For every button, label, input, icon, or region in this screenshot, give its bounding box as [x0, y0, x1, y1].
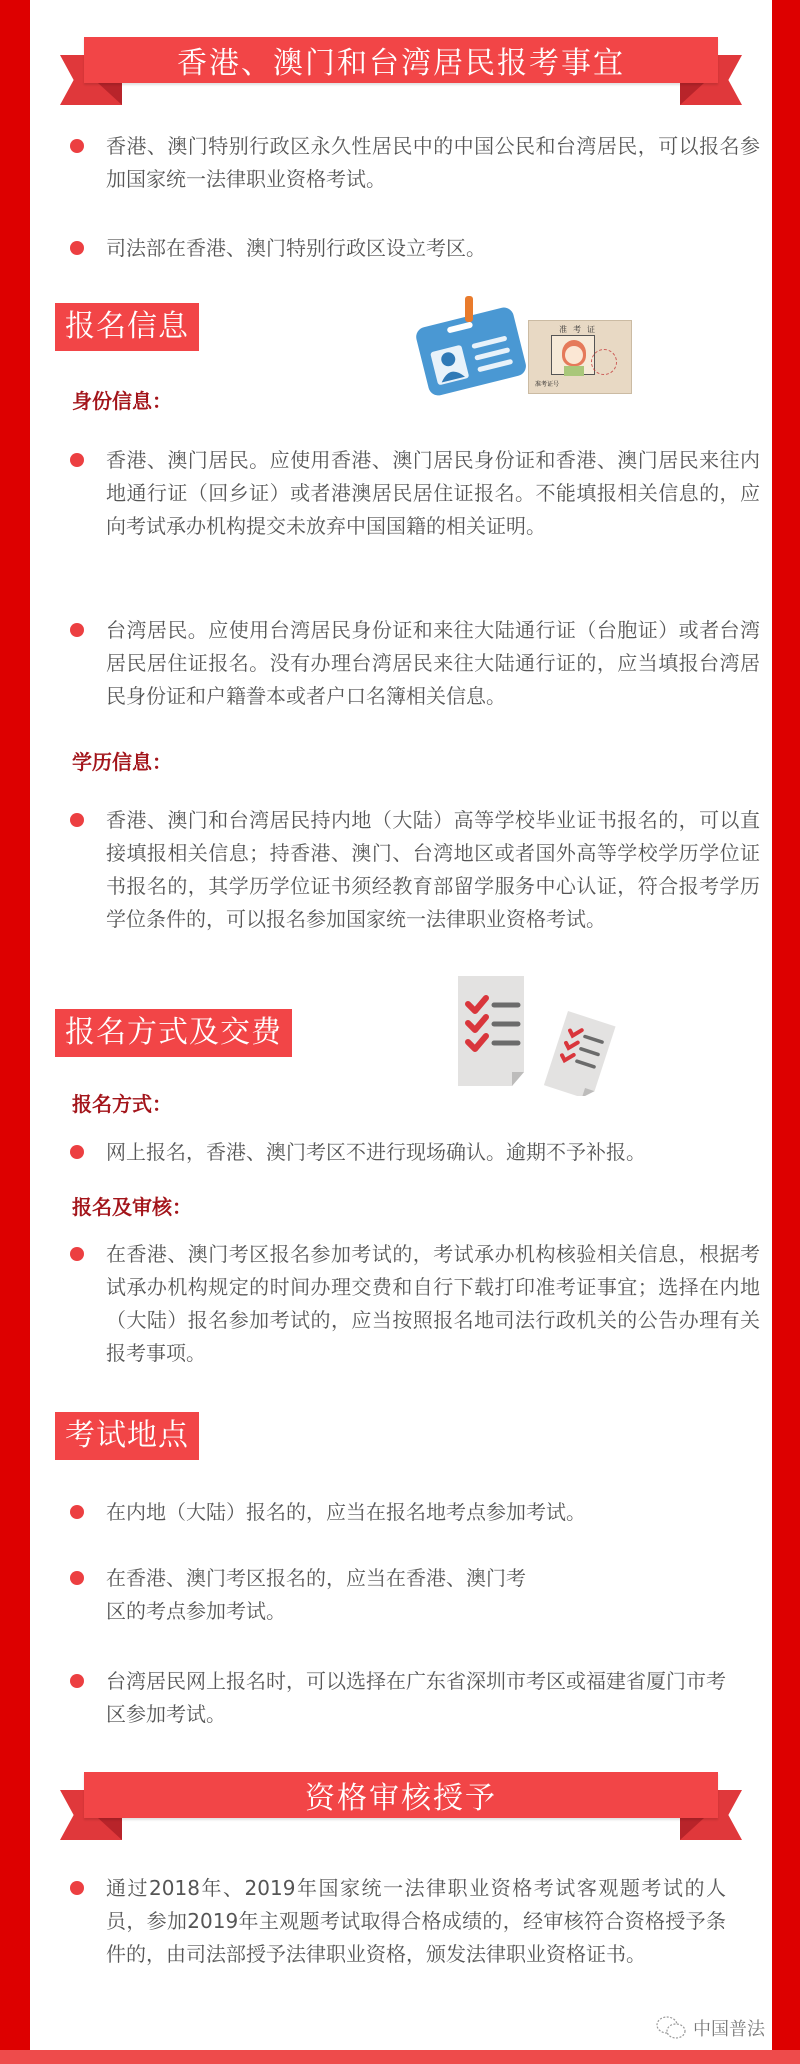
bullet-dot-icon: [70, 1247, 84, 1261]
subhead-education: 学历信息：: [72, 750, 172, 774]
list-item: [70, 1562, 760, 1628]
checklist-icon: [458, 976, 638, 1096]
list-item: [70, 1136, 760, 1169]
list-item: [70, 1872, 760, 1971]
bullet-text: 香港、澳门和台湾居民持内地（大陆）高等学校毕业证书报名的，可以直接填报相关信息；持香港、澳门、台湾地区或者国外高等学校学历学位证书报名的，其学历学位证书须经教育部留学服务中心认证，符合报考学历学位条件的，可以报名参加国家统一法律职业资格考试。: [106, 808, 760, 931]
watermark: [655, 2015, 765, 2041]
bullet-text: 台湾居民网上报名时，可以选择在广东省深圳市考区或福建省厦门市考区参加考试。: [106, 1669, 726, 1726]
bullet-text: 通过2018年、2019年国家统一法律职业资格考试客观题考试的人员，参加2019年主观题考试取得合格成绩的，经审核符合资格授予条件的，由司法部授予法律职业资格，颁发法律职业资格证书。: [106, 1876, 726, 1966]
bullet-dot-icon: [70, 1881, 84, 1895]
bullet-text: 司法部在香港、澳门特别行政区设立考区。: [106, 236, 486, 260]
bullet-text: 台湾居民。应使用台湾居民身份证和来往大陆通行证（台胞证）或者台湾居民居住证报名。没有办理台湾居民来往大陆通行证的，应当填报台湾居民身份证和户籍誊本或者户口名簿相关信息。: [106, 618, 760, 708]
ticket-photo: [551, 335, 595, 375]
admission-ticket-image: [528, 320, 632, 394]
frame-left-border: [0, 0, 30, 2064]
frame-bottom-border: [0, 2050, 800, 2064]
list-item: [70, 1665, 760, 1731]
wechat-icon: [655, 2015, 687, 2041]
list-item: [70, 1238, 760, 1370]
bullet-text: 网上报名，香港、澳门考区不进行现场确认。逾期不予补报。: [106, 1140, 646, 1164]
id-badge-icon: [413, 296, 533, 396]
watermark-text: 中国普法: [693, 2019, 765, 2040]
subhead-method: 报名方式：: [72, 1092, 172, 1116]
section-header-registration-info: 报名信息: [55, 303, 199, 351]
bullet-text: 在香港、澳门考区报名参加考试的，考试承办机构核验相关信息，根据考试承办机构规定的时间办理交费和自行下载打印准考证事宜；选择在内地（大陆）报名参加考试的，应当按照报名地司法行政机关的公告办理有关报考事项。: [106, 1242, 760, 1365]
bullet-text: 在香港、澳门考区报名的，应当在香港、澳门考区的考点参加考试。: [106, 1566, 526, 1623]
bullet-text: 香港、澳门居民。应使用香港、澳门居民身份证和香港、澳门居民来往内地通行证（回乡证）或者港澳居民居住证报名。不能填报相关信息的，应向考试承办机构提交未放弃中国国籍的相关证明。: [106, 448, 760, 538]
bullet-text: 香港、澳门特别行政区永久性居民中的中国公民和台湾居民，可以报名参加国家统一法律职业资格考试。: [106, 134, 760, 191]
bullet-text: 在内地（大陆）报名的，应当在报名地考点参加考试。: [106, 1500, 586, 1524]
bullet-dot-icon: [70, 139, 84, 153]
list-item: [70, 130, 760, 196]
list-item: [70, 804, 760, 936]
ribbon-banner-bottom: [56, 1772, 746, 1846]
ticket-title: 准考证: [559, 325, 601, 334]
subhead-review: 报名及审核：: [72, 1195, 192, 1219]
bullet-dot-icon: [70, 1674, 84, 1688]
bullet-dot-icon: [70, 623, 84, 637]
ribbon-band: [84, 1772, 718, 1818]
subhead-identity: 身份信息：: [72, 389, 172, 413]
bullet-dot-icon: [70, 1145, 84, 1159]
banner-title: 香港、澳门和台湾居民报考事宜: [177, 46, 625, 81]
frame-right-border: [772, 0, 800, 2064]
list-item: [70, 614, 760, 713]
section-header-registration-method: 报名方式及交费: [55, 1009, 292, 1057]
banner-title: 资格审核授予: [305, 1781, 497, 1816]
ticket-number-label: 准考证号: [535, 381, 560, 388]
ribbon-banner-top: [56, 37, 746, 111]
bullet-dot-icon: [70, 241, 84, 255]
bullet-dot-icon: [70, 1505, 84, 1519]
list-item: [70, 232, 760, 265]
bullet-dot-icon: [70, 453, 84, 467]
bullet-dot-icon: [70, 1571, 84, 1585]
bullet-dot-icon: [70, 813, 84, 827]
ribbon-band: [84, 37, 718, 83]
section-header-exam-location: 考试地点: [55, 1412, 199, 1460]
list-item: [70, 444, 760, 543]
list-item: [70, 1496, 760, 1529]
